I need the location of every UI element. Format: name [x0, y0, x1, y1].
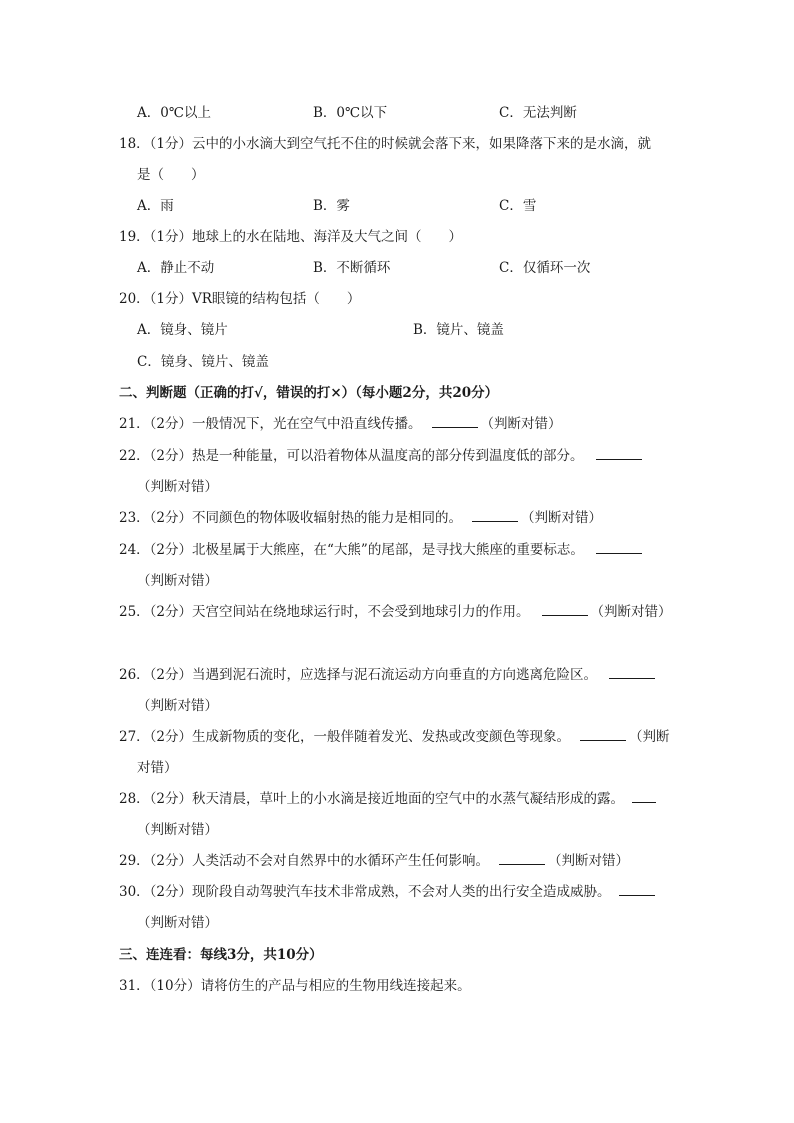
q29 — [119, 851, 629, 871]
q27-answer-blank[interactable] — [580, 727, 626, 741]
q22-answer-blank[interactable] — [596, 446, 642, 460]
q22 — [119, 446, 645, 466]
q23 — [119, 508, 602, 528]
q23-tail: （判断对错） — [521, 510, 603, 526]
q25-answer-blank[interactable] — [542, 602, 588, 616]
section-2-title: 二、判断题（正确的打√，错误的打×）（每小题2分，共20分） — [119, 385, 499, 401]
q22-stem: 22．（2分）热是一种能量，可以沿着物体从温度高的部分传到温度低的部分。 — [119, 448, 584, 464]
q27-tail-2: 对错） — [137, 760, 178, 776]
q28-answer-blank[interactable] — [632, 789, 656, 803]
q25-stem: 25．（2分）天宫空间站在绕地球运行时，不会受到地球引力的作用。 — [119, 604, 530, 620]
q19-option-b: B．不断循环 — [313, 260, 391, 276]
q19-stem: 19．（1分）地球上的水在陆地、海洋及大气之间（ ） — [119, 229, 463, 245]
q18-option-a: A．雨 — [137, 198, 174, 214]
q20-stem: 20．（1分）VR眼镜的结构包括（ ） — [119, 291, 361, 307]
q26-tail: （判断对错） — [137, 698, 218, 714]
q23-answer-blank[interactable] — [472, 508, 518, 522]
q28 — [119, 789, 659, 809]
q29-stem: 29．（2分）人类活动不会对自然界中的水循环产生任何影响。 — [119, 853, 490, 869]
q27-tail-1: （判断 — [629, 729, 670, 745]
q26-stem: 26．（2分）当遇到泥石流时，应选择与泥石流运动方向垂直的方向逃离危险区。 — [119, 667, 598, 683]
q29-tail: （判断对错） — [548, 853, 630, 869]
q30-tail: （判断对错） — [137, 915, 218, 931]
section-3-title: 三、连连看：每线3分，共10分） — [119, 947, 323, 963]
q21-stem: 21．（2分）一般情况下，光在空气中沿直线传播。 — [119, 416, 422, 432]
q25-tail: （判断对错） — [590, 604, 672, 620]
q31-stem: 31．（10分）请将仿生的产品与相应的生物用线连接起来。 — [119, 978, 471, 994]
q18-stem-cont: 是（ ） — [137, 167, 205, 183]
q22-tail: （判断对错） — [137, 479, 218, 495]
q18-option-b: B．雾 — [313, 198, 350, 214]
q17-option-a: A．0℃以上 — [137, 105, 211, 121]
q18-stem: 18．（1分）云中的小水滴大到空气托不住的时候就会落下来，如果降落下来的是水滴，就 — [119, 136, 652, 152]
q21-answer-blank[interactable] — [432, 414, 478, 428]
q21 — [119, 414, 562, 434]
q17-option-b: B．0℃以下 — [313, 105, 388, 121]
q26-answer-blank[interactable] — [609, 665, 655, 679]
q30-stem: 30．（2分）现阶段自动驾驶汽车技术非常成熟，不会对人类的出行安全造成威胁。 — [119, 884, 611, 900]
q25 — [119, 602, 672, 622]
q26 — [119, 665, 658, 685]
q24-stem: 24．（2分）北极星属于大熊座，在“大熊”的尾部，是寻找大熊座的重要标志。 — [119, 542, 584, 558]
q28-tail: （判断对错） — [137, 822, 218, 838]
q20-option-b: B．镜片、镜盖 — [413, 322, 504, 338]
q27-stem: 27．（2分）生成新物质的变化，一般伴随着发光、发热或改变颜色等现象。 — [119, 729, 571, 745]
q19-option-a: A．静止不动 — [137, 260, 215, 276]
q23-stem: 23．（2分）不同颜色的物体吸收辐射热的能力是相同的。 — [119, 510, 463, 526]
q18-option-c: C．雪 — [499, 198, 537, 214]
q24-answer-blank[interactable] — [596, 540, 642, 554]
q24-tail: （判断对错） — [137, 573, 218, 589]
q20-option-a: A．镜身、镜片 — [137, 322, 228, 338]
q28-stem: 28．（2分）秋天清晨，草叶上的小水滴是接近地面的空气中的水蒸气凝结形成的露。 — [119, 791, 625, 807]
q29-answer-blank[interactable] — [499, 851, 545, 865]
q30-answer-blank[interactable] — [619, 882, 655, 896]
q27 — [119, 727, 670, 747]
q20-option-c: C．镜身、镜片、镜盖 — [137, 354, 269, 370]
q24 — [119, 540, 645, 560]
q30 — [119, 882, 658, 902]
q21-tail: （判断对错） — [480, 416, 562, 432]
q19-option-c: C．仅循环一次 — [499, 260, 591, 276]
q17-option-c: C．无法判断 — [499, 105, 577, 121]
